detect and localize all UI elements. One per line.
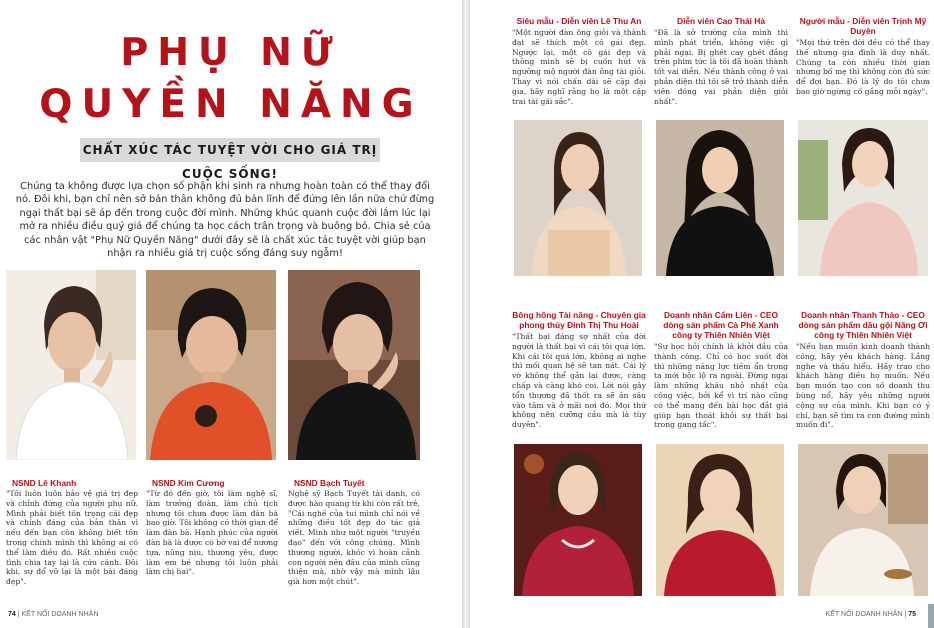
page-gutter (462, 0, 470, 628)
page-number-left: 74 (8, 611, 16, 618)
portrait-thanh-thao (798, 444, 928, 596)
profile-name-kim-cuong: NSND Kim Cương (152, 478, 225, 488)
intro-paragraph: Chúng ta không được lựa chọn số phận khi sinh ra nhưng hoàn toàn có thể thay đổi nó. Đôi khi, bạn chỉ nên sở bản thân không đủ bản lĩnh để đứng lên lần nữa chứ đừng ngại thất bại sẽ áp đến trong cuộc đời mình. Những khúc quanh cuộc đời lắm lúc lại mở ra nhiều điều quý giá để chúng ta học cách trân trọng và buông bỏ. Chia sẻ của các nhân vật "Phụ Nữ Quyền Năng" dưới đây sẽ là chất xúc tác tuyệt vời giúp bạn nhận ra nhiều giá trị cuộc sống đáng suy ngẫm! (15, 181, 435, 260)
title-line-1: PHỤ NỮ (120, 30, 342, 74)
profile-quote-bach-tuyet: Nghệ sỹ Bạch Tuyết tài danh, có được hào quang từ khi còn rất trẻ, "Cái nghề của tui mình chỉ nói về những điều tốt đẹp do tác giả viết. Mình như một người "truyền đạo" đến với công chúng. Mình thương người, khóc vì hoàn cảnh con người nên đâu của mình cũng thiện mà, nhờ vậy mà mình lâu già hơn một chút". (288, 489, 420, 587)
portrait-le-thu-an (514, 120, 642, 276)
profile-name-thanh-thao: Doanh nhân Thanh Thảo - CEO dòng sản phẩm dầu gội Năng Ơi công ty Thiên Nhiên Việt (798, 310, 928, 340)
left-page (0, 0, 462, 628)
title-line-2: QUYỀN NĂNG (39, 82, 423, 127)
portrait-le-khanh (6, 270, 136, 460)
profile-quote-dinh-thi-thu-hoai: "Thất bại đáng sợ nhất của đời người là thất bại vì cái tôi quá lớn. Khi cái tôi quá lớn, không ai nghe thì mối quan hệ sẽ tan nát. Cái lý vờ không thể gắn lại được, càng chấp và càng khó coi. Lời nói gây tổn thương đã thốt ra sẽ ăn sâu vào tâm và ở mãi nơi đó. Mọi thứ không nên cưỡng cầu mà là tùy duyên". (512, 332, 646, 430)
magazine-name-left: KẾT NỐI DOANH NHÂN (21, 611, 99, 618)
profile-name-cam-lien: Doanh nhân Cẩm Liên - CEO dòng sản phẩm Cà Phê Xanh công ty Thiên Nhiên Việt (663, 310, 779, 340)
profile-quote-trinh-my-duyen: "Mọi thứ trên đời đều có thể thay thế nhưng gia đình là duy nhất. Chúng ta còn nhiều thời gian nhưng bố mẹ thì không còn đủ sức để đợi bạn. Đó là lý do tôi chưa bao giờ ngừng cố gắng mỗi ngày". (796, 38, 930, 96)
profile-name-cao-thai-ha: Diễn viên Cao Thái Hà (677, 16, 765, 26)
profile-name-le-thu-an: Siêu mẫu - Diễn viên Lê Thu An (516, 16, 642, 26)
profile-quote-cao-thai-ha: "Đã là sở trường của mình thì mình phát triển, không việc gì phải ngại. Bị ghét cay ghét đắng trên phim tức là tôi đã hoàn thành tốt vai diễn. Nếu thành công ở vai phản diện thì tôi sẽ trở thành diễn viên đóng vai phản diện giỏi nhất". (654, 28, 788, 106)
page-number-right: 75 (908, 611, 916, 618)
portrait-cao-thai-ha (656, 120, 784, 276)
profile-quote-cam-lien: "Sự học hỏi chính là khởi đầu của thành công. Chỉ có học suốt đời thì những năng lực tiềm ẩn trong ta mới bộc lộ ra ngoài. Đừng ngại làm những khâu nhỏ nhất của công việc, bởi kể vì trí nào cũng có thể mang đến bài học đắt giá giúp bạn thoát khỏi sự thất bại trong gang tấc". (654, 342, 788, 430)
magazine-name-right: KẾT NỐI DOANH NHÂN (825, 611, 903, 618)
profile-name-bach-tuyet: NSND Bạch Tuyết (294, 478, 365, 488)
footer-left: 74 | KẾT NỐI DOANH NHÂN (8, 611, 99, 618)
footer-right: KẾT NỐI DOANH NHÂN | 75 (825, 611, 916, 618)
portrait-cam-lien (656, 444, 784, 596)
profile-quote-thanh-thao: "Nếu bạn muốn kinh doanh thành công, hãy yêu khách hàng. Lắng nghe và thấu hiểu. Hãy trao cho khách hàng điều họ muốn. Nếu bạn muốn tạo con số doanh thu bùng nổ, hãy yêu những người cộng sự của mình. Khi bạn có ý chí, bạn sẽ tìm ra con đường mình muốn đi". (796, 342, 930, 430)
profile-name-trinh-my-duyen: Người mẫu - Diễn viên Trịnh Mỹ Duyên (799, 16, 927, 36)
portrait-bach-tuyet (288, 270, 420, 460)
profile-quote-le-thu-an: "Một người đàn ông giỏi và thành đạt sẽ thích một cô gái đẹp. Ngược lại, một cô gái đẹp và thông minh sẽ bị cuốn hút và ngưỡng mộ người đàn ông tài giỏi. Thay vì nói chấn dài sẽ cặp đại gia, hãy nghĩ rằng họ là một cặp trai tài gái sắc". (512, 28, 646, 106)
profile-name-dinh-thi-thu-hoai: Bông hồng Tài năng - Chuyên gia phong thủy Đinh Thị Thu Hoài (512, 310, 646, 330)
right-page (470, 0, 934, 628)
portrait-dinh-thi-thu-hoai (514, 444, 642, 596)
subtitle-banner: CHẤT XÚC TÁC TUYỆT VỜI CHO GIÁ TRỊ CUỘC SỐNG! (80, 138, 380, 162)
profile-quote-le-khanh: "Tôi luôn luôn bảo vệ giá trị đẹp và chỉnh đứng của người phụ nữ. Mình phải biết tôn trọng cái đẹp và chính đáng của bản thân vì nếu đến bạn còn không biết tôn trọng chính mình thì không ai có thể làm điều đó. Rất nhiều cuộc tình chia tay lại là cứu cánh. Đôi khi, sự đổ vỡ lại là một bài đáng đẹp". (6, 489, 138, 587)
portrait-kim-cuong (146, 270, 276, 460)
profile-quote-kim-cuong: "Từ đó đến giờ, tôi làm nghệ sĩ, làm trưởng đoàn, làm chủ tịch nhưng tôi chưa được làm đàn bà bao giờ. Tôi không có thời gian để làm đàn bà. Hạnh phúc của người đàn bà là được có bờ vai để nương tựa, nũng nịu, thương yêu, được làm em bé nhưng tôi luôn phải làm chị hai". (146, 489, 278, 577)
edge-tab (928, 604, 934, 628)
profile-name-le-khanh: NSND Lê Khanh (12, 478, 77, 488)
portrait-trinh-my-duyen (798, 120, 928, 276)
